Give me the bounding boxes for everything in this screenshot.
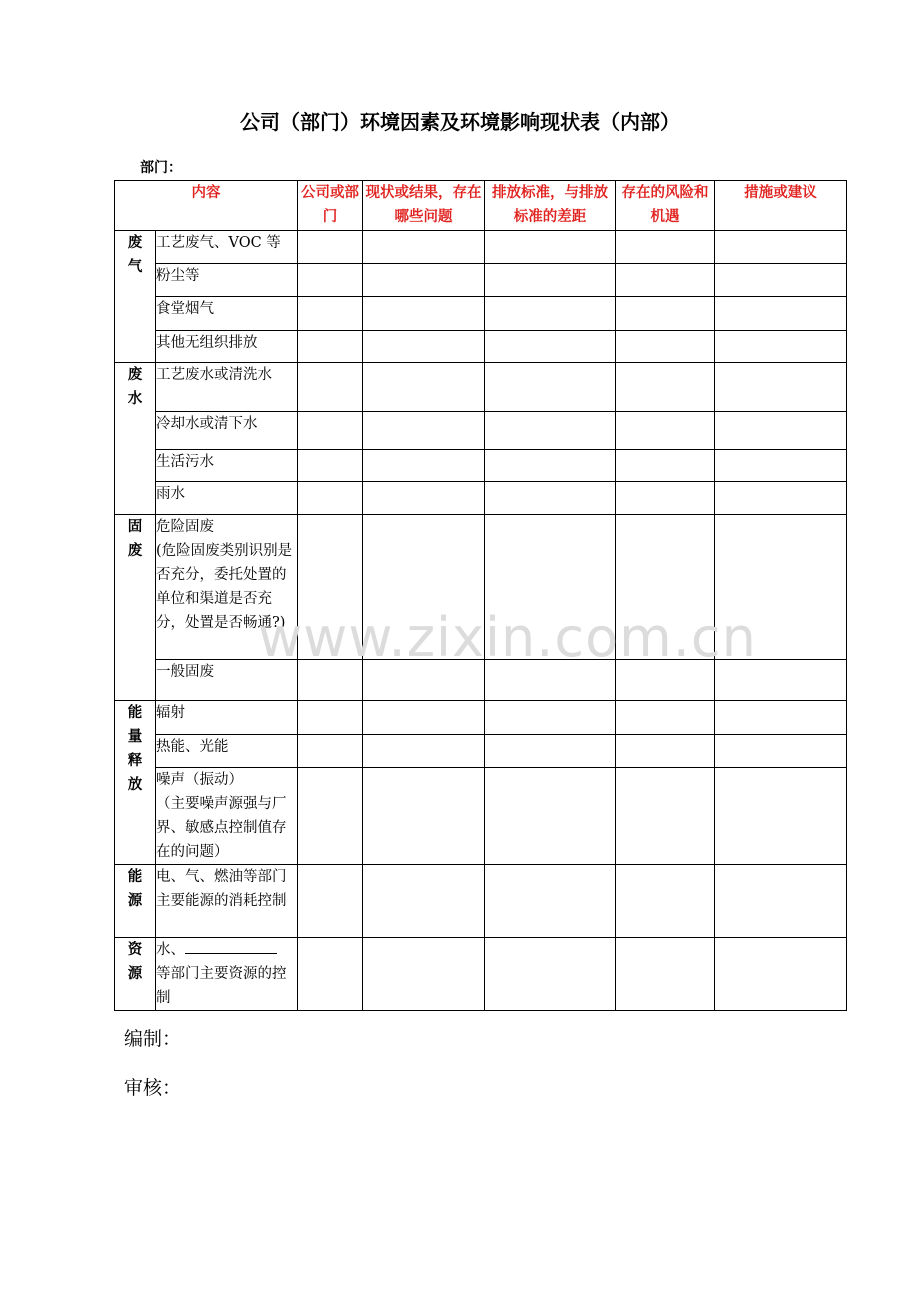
cell-risk[interactable] [616, 938, 715, 1011]
header-company: 公司或部门 [298, 181, 363, 231]
item-radiation: 辐射 [156, 701, 298, 735]
cell-measures[interactable] [715, 865, 847, 938]
category-energy-label: 能 源 [127, 869, 143, 909]
item-heat-light: 热能、光能 [156, 735, 298, 768]
item-exhaust-dust: 粉尘等 [156, 264, 298, 297]
table-row [115, 450, 847, 482]
cell-company[interactable] [298, 865, 363, 938]
cell-measures[interactable] [715, 264, 847, 297]
cell-measures[interactable] [715, 701, 847, 735]
cell-measures[interactable] [715, 231, 847, 264]
cell-measures[interactable] [715, 735, 847, 768]
item-water-cooling: 冷却水或清下水 [156, 412, 298, 450]
category-wastewater [115, 363, 156, 515]
cell-risk[interactable] [616, 701, 715, 735]
header-row [115, 181, 847, 231]
watermark: www.zixin.com.cn [258, 606, 757, 669]
cell-company[interactable] [298, 331, 363, 363]
cell-risk[interactable] [616, 331, 715, 363]
cell-measures[interactable] [715, 768, 847, 865]
header-status: 现状或结果，存在哪些问题 [363, 181, 485, 231]
category-energy-release-label: 能 量 释 放 [127, 705, 143, 793]
item-water-process: 工艺废水或清洗水 [156, 363, 298, 412]
environment-factors-table [114, 180, 847, 1011]
cell-status[interactable] [363, 412, 485, 450]
cell-standard[interactable] [485, 938, 616, 1011]
cell-risk[interactable] [616, 735, 715, 768]
cell-standard[interactable] [485, 363, 616, 412]
cell-risk[interactable] [616, 264, 715, 297]
cell-company[interactable] [298, 768, 363, 865]
category-energy-release [115, 701, 156, 865]
item-water-domestic: 生活污水 [156, 450, 298, 482]
cell-risk[interactable] [616, 231, 715, 264]
cell-company[interactable] [298, 297, 363, 331]
table-row [115, 297, 847, 331]
category-solid-waste-label: 固 废 [127, 519, 143, 559]
item-noise: 噪声（振动） （主要噪声源强与厂界、敏感点控制值存在的问题） [156, 768, 298, 865]
table-row [115, 735, 847, 768]
cell-risk[interactable] [616, 768, 715, 865]
cell-company[interactable] [298, 412, 363, 450]
table-row [115, 865, 847, 938]
cell-standard[interactable] [485, 412, 616, 450]
cell-measures[interactable] [715, 938, 847, 1011]
table-row [115, 938, 847, 1011]
cell-risk[interactable] [616, 297, 715, 331]
cell-standard[interactable] [485, 865, 616, 938]
page-title: 公司（部门）环境因素及环境影响现状表（内部） [240, 110, 680, 134]
cell-measures[interactable] [715, 450, 847, 482]
cell-standard[interactable] [485, 231, 616, 264]
header-content: 内容 [115, 181, 298, 231]
item-energy-consumption: 电、气、燃油等部门主要能源的消耗控制 [156, 865, 298, 938]
table-row [115, 264, 847, 297]
cell-status[interactable] [363, 331, 485, 363]
cell-status[interactable] [363, 450, 485, 482]
cell-standard[interactable] [485, 482, 616, 515]
header-risk: 存在的风险和机遇 [616, 181, 715, 231]
cell-standard[interactable] [485, 264, 616, 297]
category-resources-label: 资 源 [127, 942, 143, 982]
cell-standard[interactable] [485, 450, 616, 482]
cell-company[interactable] [298, 701, 363, 735]
cell-company[interactable] [298, 363, 363, 412]
item-general-waste: 一般固废 [156, 660, 298, 701]
table-row [115, 701, 847, 735]
item-exhaust-process: 工艺废气、VOC 等 [156, 231, 298, 264]
table-row [115, 331, 847, 363]
cell-company[interactable] [298, 264, 363, 297]
compiled-by-label: 编制： [124, 1028, 182, 1050]
table-row [115, 768, 847, 865]
cell-company[interactable] [298, 735, 363, 768]
cell-company[interactable] [298, 482, 363, 515]
cell-status[interactable] [363, 735, 485, 768]
category-energy [115, 865, 156, 938]
item-exhaust-fugitive: 其他无组织排放 [156, 331, 298, 363]
table-row [115, 363, 847, 412]
cell-measures[interactable] [715, 331, 847, 363]
cell-status[interactable] [363, 297, 485, 331]
department-label: 部门： [140, 160, 182, 176]
cell-status[interactable] [363, 482, 485, 515]
cell-risk[interactable] [616, 865, 715, 938]
item-exhaust-canteen: 食堂烟气 [156, 297, 298, 331]
cell-standard[interactable] [485, 768, 616, 865]
cell-status[interactable] [363, 865, 485, 938]
cell-measures[interactable] [715, 297, 847, 331]
cell-standard[interactable] [485, 735, 616, 768]
cell-standard[interactable] [485, 297, 616, 331]
cell-standard[interactable] [485, 701, 616, 735]
cell-company[interactable] [298, 450, 363, 482]
cell-measures[interactable] [715, 363, 847, 412]
cell-measures[interactable] [715, 412, 847, 450]
resource-rest: 等部门主要资源的控制 [156, 966, 287, 1006]
item-hazardous-waste: 危险固废 (危险固废类别识别是否充分，委托处置的单位和渠道是否充分，处置是否畅通?) [156, 515, 298, 660]
resource-prefix: 水、 [156, 942, 185, 958]
cell-risk[interactable] [616, 450, 715, 482]
category-solid-waste [115, 515, 156, 701]
category-exhaust-label: 废 气 [127, 235, 143, 275]
table-row [115, 412, 847, 450]
cell-risk[interactable] [616, 412, 715, 450]
table-row [115, 482, 847, 515]
cell-status[interactable] [363, 363, 485, 412]
header-standard: 排放标准，与排放标准的差距 [485, 181, 616, 231]
cell-company[interactable] [298, 938, 363, 1011]
reviewed-by-label: 审核： [124, 1077, 182, 1099]
cell-measures[interactable] [715, 482, 847, 515]
category-exhaust [115, 231, 156, 363]
category-resources [115, 938, 156, 1011]
cell-risk[interactable] [616, 363, 715, 412]
cell-status[interactable] [363, 701, 485, 735]
cell-risk[interactable] [616, 482, 715, 515]
item-resource-control [156, 938, 298, 1011]
cell-status[interactable] [363, 264, 485, 297]
cell-status[interactable] [363, 231, 485, 264]
cell-company[interactable] [298, 231, 363, 264]
cell-status[interactable] [363, 938, 485, 1011]
cell-standard[interactable] [485, 331, 616, 363]
category-wastewater-label: 废 水 [127, 367, 143, 407]
resource-blank-line[interactable] [185, 939, 277, 954]
item-water-rain: 雨水 [156, 482, 298, 515]
cell-status[interactable] [363, 768, 485, 865]
header-measures: 措施或建议 [715, 181, 847, 231]
table-row [115, 231, 847, 264]
